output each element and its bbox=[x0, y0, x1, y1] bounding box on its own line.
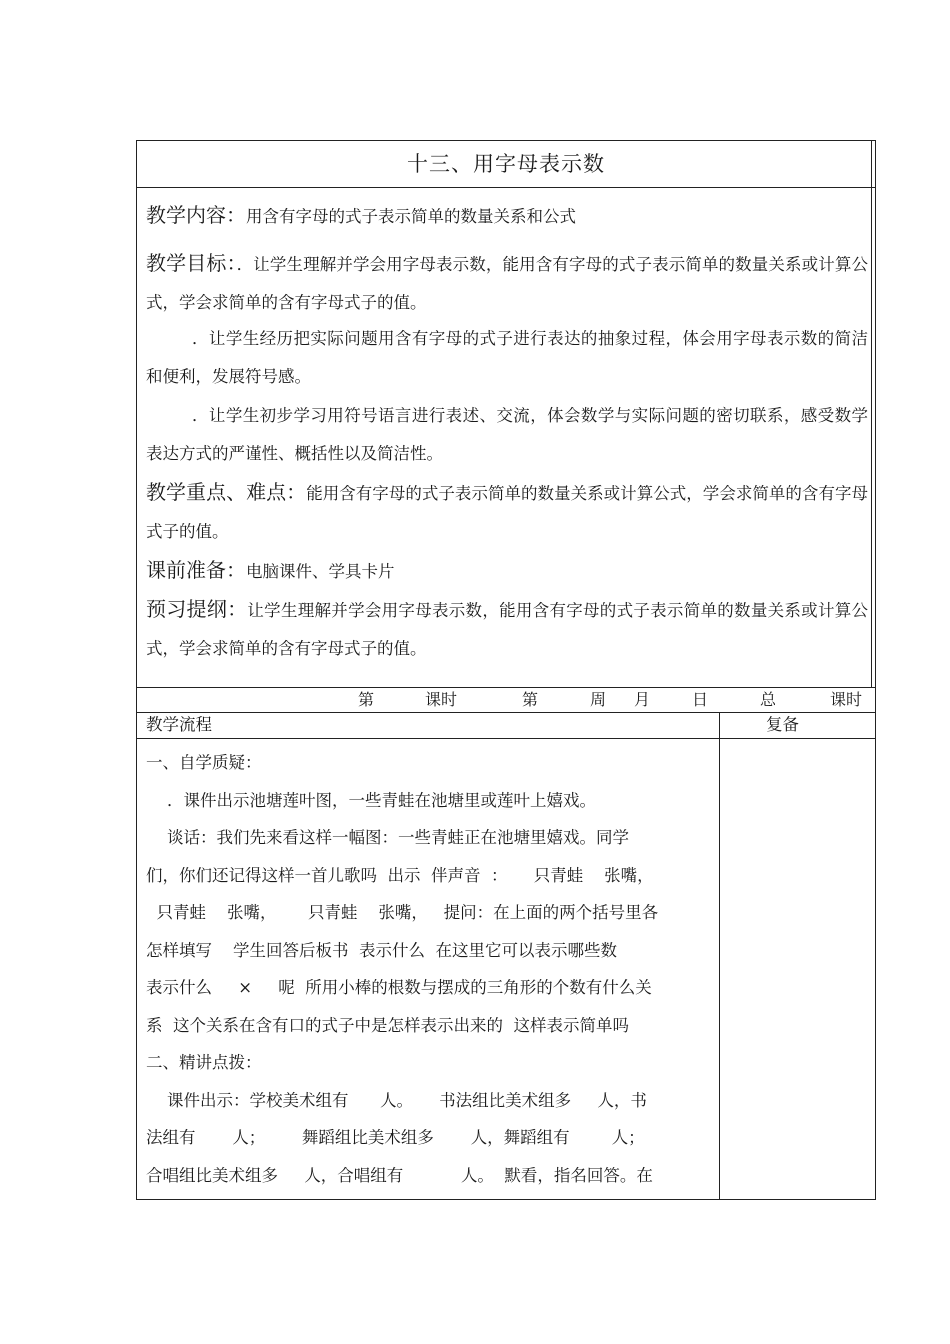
content-text: 用含有字母的式子表示简单的数量关系和公式 bbox=[246, 207, 576, 226]
prep-paragraph bbox=[146, 551, 868, 591]
period-yue: 月 bbox=[634, 690, 651, 709]
goal-paragraph-2: ．让学生经历把实际问题用含有字母的式子进行表达的抽象过程，体会用字母表示数的简洁和便利，发展符号感。 bbox=[146, 329, 868, 386]
period-row bbox=[136, 687, 876, 713]
key-text: 能用含有字母的式子表示简单的数量关系或计算公式，学会求简单的含有字母式子的值。 bbox=[146, 484, 869, 541]
flow-line: 二、精讲点拨： bbox=[146, 1053, 262, 1072]
goal-1-text: ．让学生理解并学会用字母表示数，能用含有字母的式子表示简单的数量关系或计算公式，学会求简单的含有字母式子的值。 bbox=[146, 255, 869, 312]
period-zong: 总 bbox=[760, 690, 777, 709]
flow-body bbox=[146, 744, 712, 1194]
content-label: 教学内容： bbox=[146, 203, 246, 227]
key-label: 教学重点、难点： bbox=[146, 480, 307, 504]
flow-head-right: 复备 bbox=[766, 715, 799, 734]
content-paragraph bbox=[146, 196, 868, 236]
flow-line: 怎样填写 学生回答后板书 表示什么 在这里它可以表示哪些数 bbox=[146, 940, 617, 960]
period-di-1: 第 bbox=[358, 690, 375, 709]
goal-paragraph-3: ．让学生初步学习用符号语言进行表述、交流，体会数学与实际问题的密切联系，感受数学表达方式的严谨性、概括性以及简洁性。 bbox=[146, 406, 868, 463]
key-paragraph bbox=[146, 473, 868, 551]
flow-line: 课件出示：学校美术组有 人。 书法组比美术组多 人，书 bbox=[146, 1090, 647, 1110]
period-di-2: 第 bbox=[522, 690, 539, 709]
flow-line: 们，你们还记得这样一首儿歌吗 出示 伴声音 ： 只青蛙 张嘴， bbox=[146, 865, 654, 885]
period-ri: 日 bbox=[692, 690, 709, 709]
flow-line: 表示什么 × 呢 所用小棒的根数与摆成的三角形的个数有什么关 bbox=[146, 978, 652, 997]
flow-line: 合唱组比美术组多 人，合唱组有 人。 默看，指名回答。在 bbox=[146, 1165, 653, 1185]
title-divider bbox=[136, 187, 876, 188]
preview-paragraph bbox=[146, 590, 868, 668]
goal-label: 教学目标： bbox=[146, 251, 237, 275]
flow-line: 谈话：我们先来看这样一幅图：一些青蛙正在池塘里嬉戏。同学 bbox=[146, 828, 629, 847]
period-zhou: 周 bbox=[590, 690, 607, 709]
flow-line: 只青蛙 张嘴， 只青蛙 张嘴， 提问：在上面的两个括号里各 bbox=[146, 903, 659, 922]
page-title: 十三、用字母表示数 bbox=[407, 152, 605, 176]
flow-head-divider bbox=[136, 738, 876, 739]
preview-label: 预习提纲： bbox=[146, 597, 248, 621]
flow-head-left: 教学流程 bbox=[146, 715, 212, 734]
goal-paragraph-1 bbox=[146, 244, 868, 322]
period-keshi-2: 课时 bbox=[830, 690, 863, 709]
flow-line: 系 这个关系在含有口的式子中是怎样表示出来的 这样表示简单吗 bbox=[146, 1015, 629, 1035]
prep-label: 课前准备： bbox=[146, 558, 246, 582]
flow-line: ．课件出示池塘莲叶图，一些青蛙在池塘里或莲叶上嬉戏。 bbox=[146, 790, 596, 810]
prep-text: 电脑课件、学具卡片 bbox=[246, 562, 395, 581]
flow-line: 一、自学质疑： bbox=[146, 753, 262, 772]
preview-text: 让学生理解并学会用字母表示数，能用含有字母的式子表示简单的数量关系或计算公式，学会求简单的含有字母式子的值。 bbox=[146, 601, 869, 658]
flow-column-divider bbox=[719, 712, 720, 1200]
flow-line: 法组有 人； 舞蹈组比美术组多 人，舞蹈组有 人； bbox=[146, 1128, 645, 1147]
period-keshi-1: 课时 bbox=[425, 690, 458, 709]
table-inner-border bbox=[871, 140, 872, 688]
